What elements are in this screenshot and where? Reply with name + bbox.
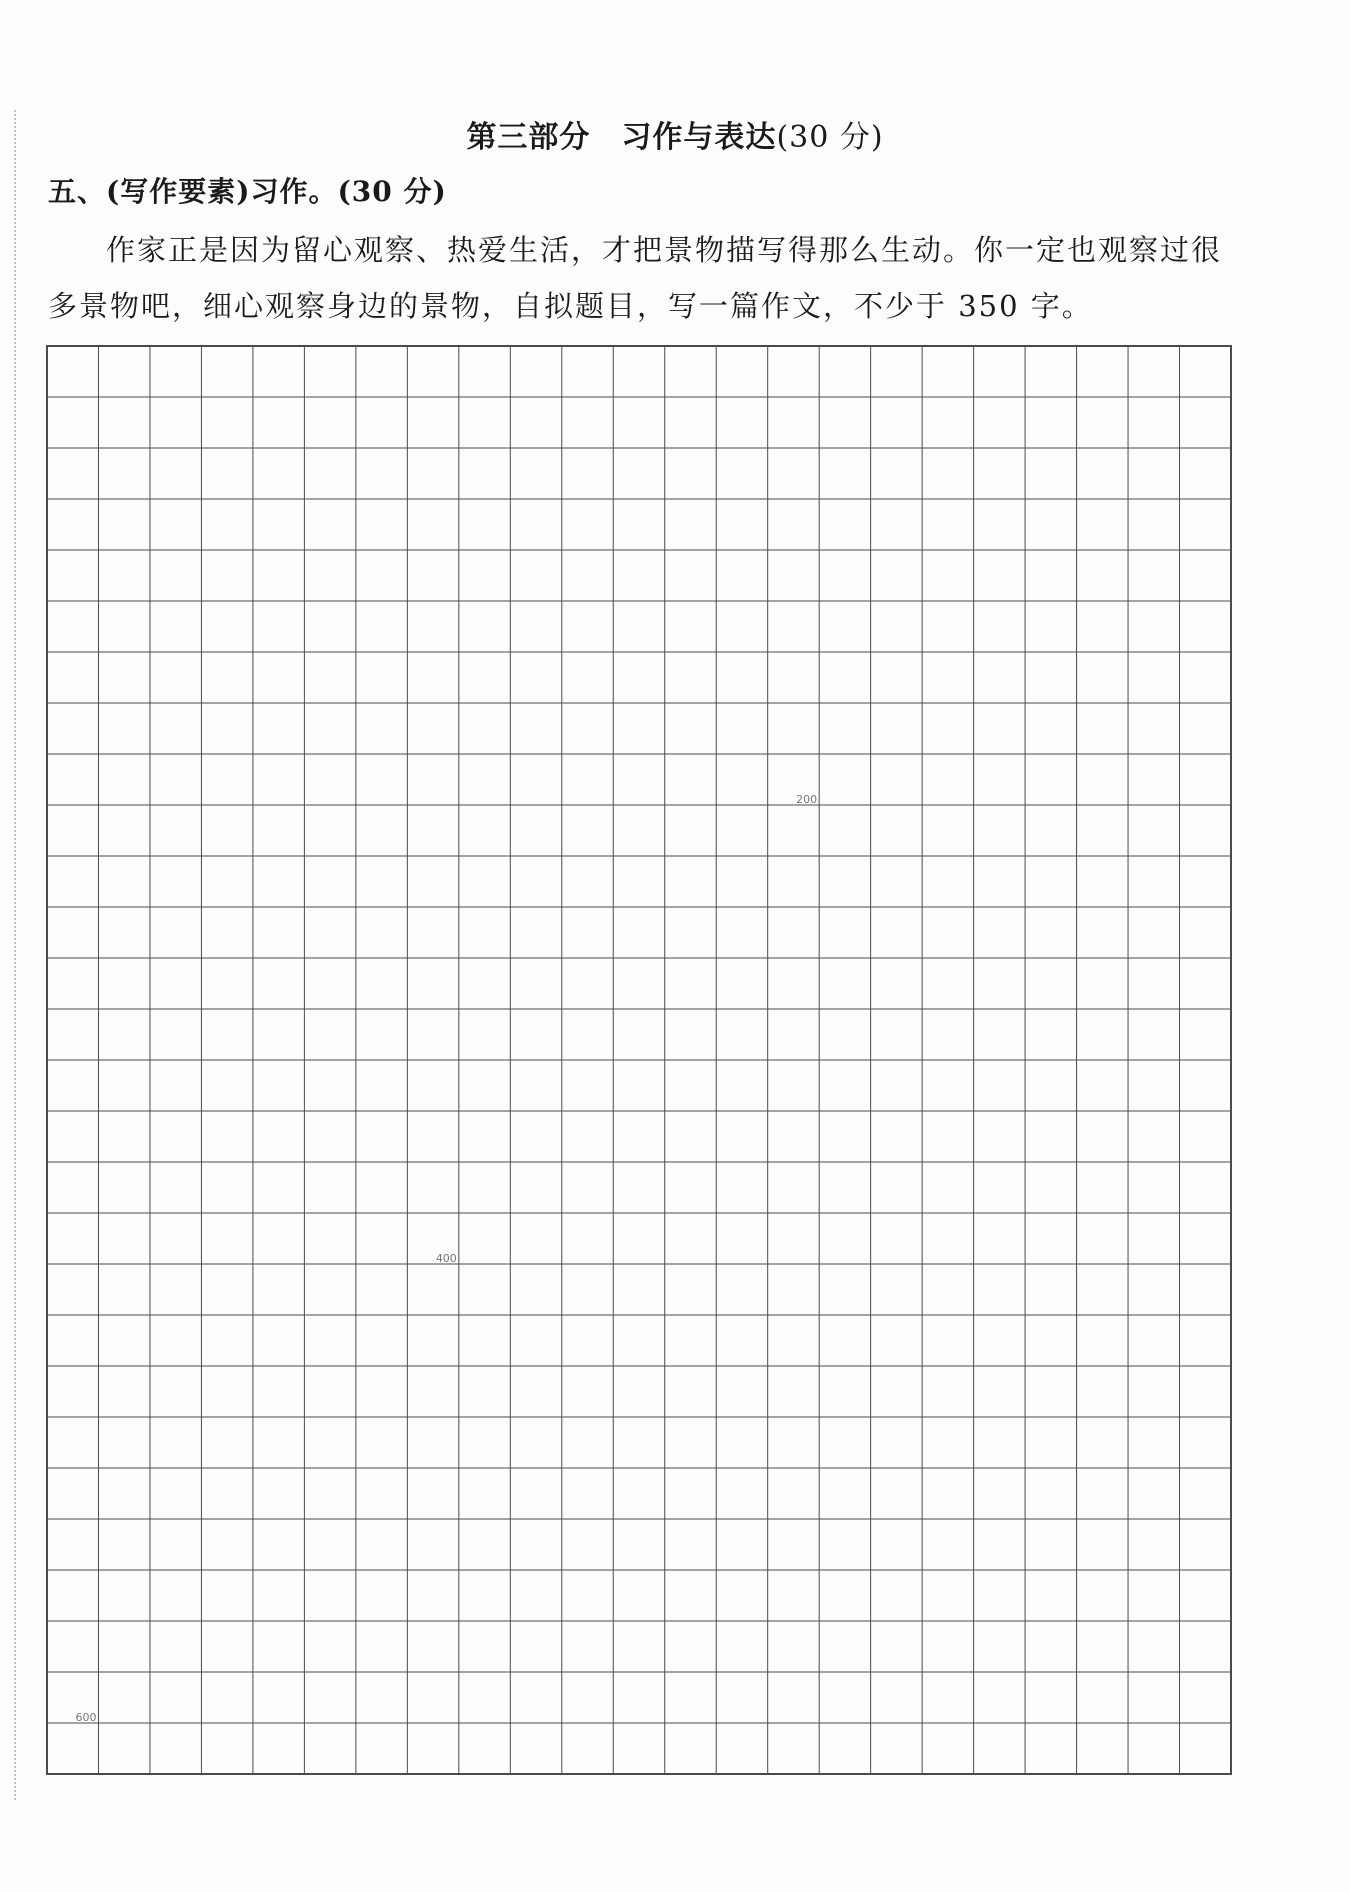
word-count-marker-400: 400 — [435, 1252, 457, 1265]
composition-grid-svg[interactable] — [46, 345, 1232, 1775]
section-title — [0, 112, 1350, 156]
question-title: 五、(写作要素)习作。(30 分) — [48, 175, 447, 208]
section-title-text: 第三部分 习作与表达 — [466, 120, 777, 155]
writing-prompt: 作家正是因为留心观察、热爱生活，才把景物描写得那么生动。你一定也观察过很多景物吧，细心观察身边的景物，自拟题目，写一篇作文，不少于 350 字。 — [48, 233, 1223, 323]
binding-dotted-line — [14, 110, 16, 1800]
composition-grid[interactable] — [46, 345, 1232, 1775]
section-score: (30 分) — [776, 120, 884, 155]
word-count-marker-600: 600 — [75, 1711, 97, 1724]
word-count-marker-200: 200 — [796, 793, 818, 806]
